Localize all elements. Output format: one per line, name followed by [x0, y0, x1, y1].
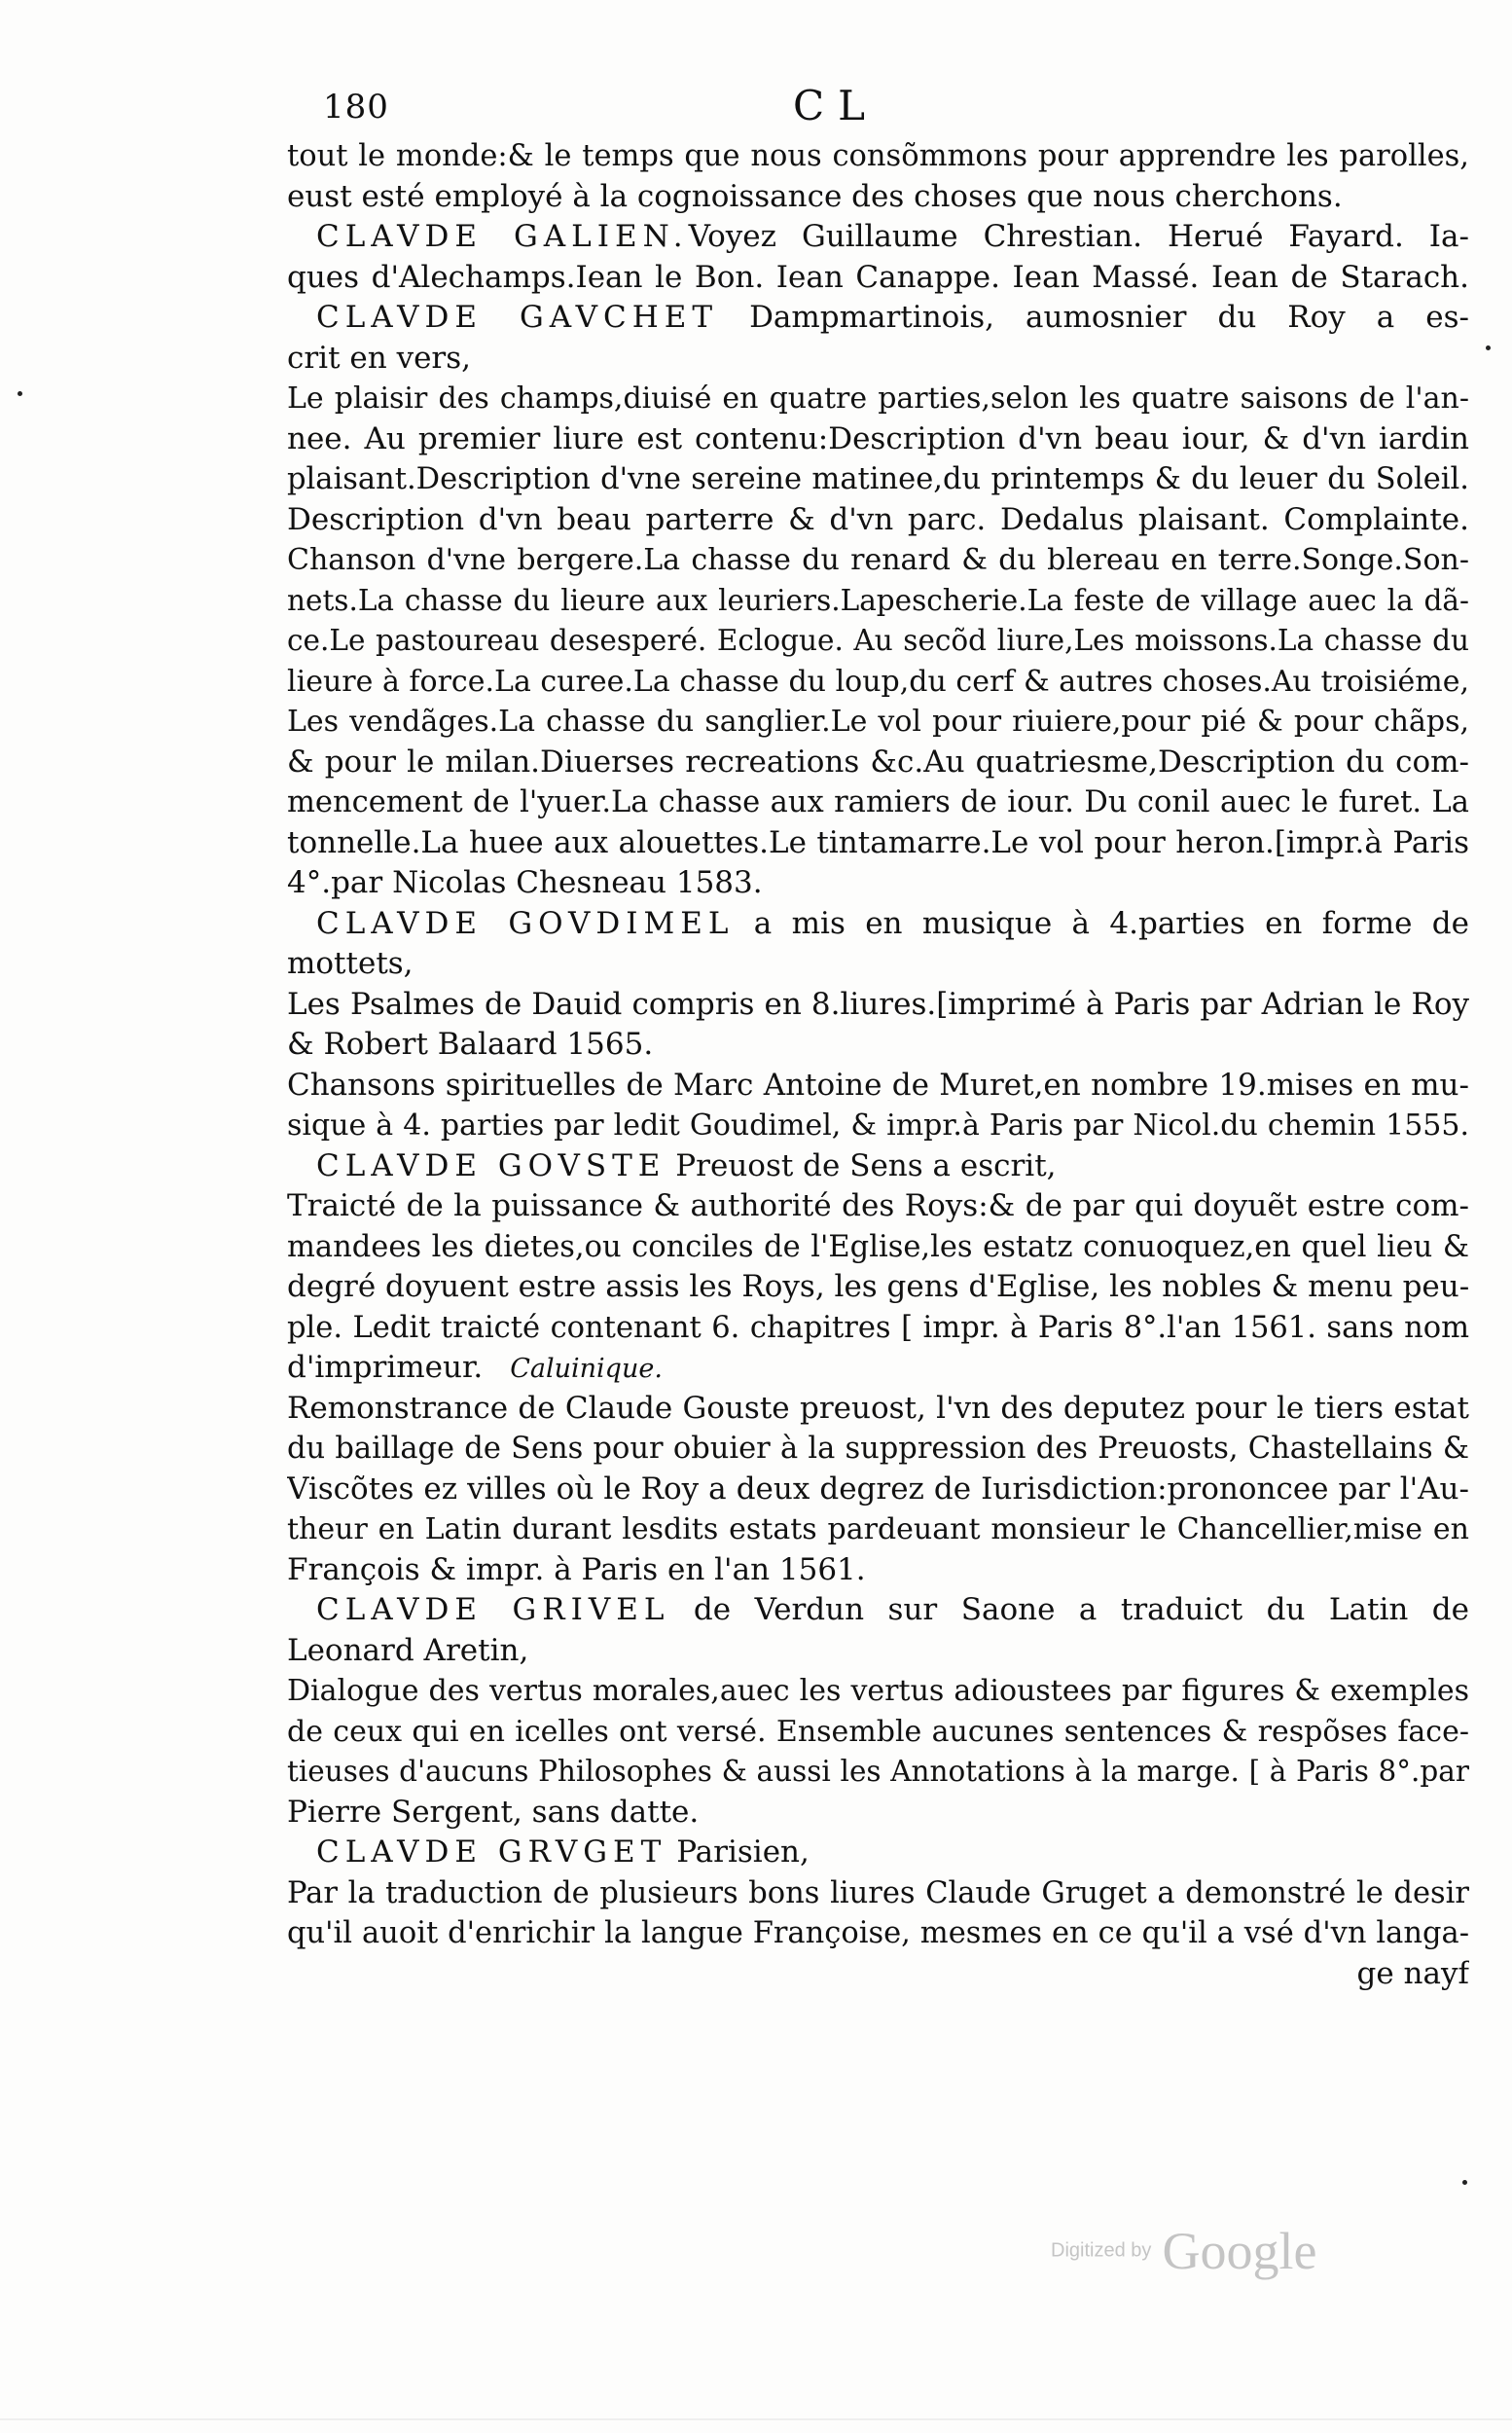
text-line: tout le monde:& le temps que nous consõmmons pour apprendre les parolles, [287, 139, 1469, 173]
text-line: & Robert Balaard 1565. [287, 1027, 654, 1062]
text-line: theur en Latin durant lesdits estats pardeuant monsieur le Chancellier,mise en [287, 1512, 1469, 1546]
body-text [287, 136, 1469, 1994]
text-line: nets.La chasse du lieure aux leuriers.Lapescherie.La feste de village auec la dã- [287, 583, 1469, 617]
author-name: CLAVDE GOVDIMEL [316, 905, 735, 941]
author-name: CLAVDE GALIEN. [316, 219, 689, 254]
text-line: degré doyuent estre assis les Roys, les gens d'Eglise, les nobles & menu peu- [287, 1269, 1469, 1304]
google-logo: Google [1162, 2222, 1317, 2280]
text-line: du baillage de Sens pour obuier à la suppression des Preuosts, Chastellains & [287, 1432, 1469, 1466]
heading-rest: de Verdun sur Saone a traduict du Latin de [669, 1592, 1469, 1627]
text-line: 4°.par Nicolas Chesneau 1583. [287, 865, 763, 900]
digitized-watermark [1051, 2221, 1316, 2289]
text-line: tieuses d'aucuns Philosophes & aussi les Annotations à la marge. [ à Paris 8°.par [287, 1755, 1469, 1788]
text-line: eust esté employé à la cognoissance des choses que nous cherchons. [287, 178, 1343, 214]
entry-heading-line [287, 1146, 1469, 1187]
author-name: CLAVDE GRVGET [316, 1834, 667, 1870]
text-line: Les vendãges.La chasse du sanglier.Le vol pour riuiere,pour pié & pour chãps, [287, 705, 1469, 739]
italic-note: Caluinique. [510, 1354, 663, 1384]
text-line: qu'il auoit d'enrichir la langue Françoise, mesmes en ce qu'il a vsé d'vn langa- [287, 1916, 1469, 1950]
heading-rest: Preuost de Sens a escrit, [666, 1147, 1057, 1183]
heading-rest: Parisien, [666, 1834, 810, 1870]
text-line: Dialogue des vertus morales,auec les vertus adioustees par figures & exemples [287, 1674, 1469, 1708]
text-line: Leonard Aretin, [287, 1632, 529, 1668]
text-line: Description d'vn beau parterre & d'vn parc. Dedalus plaisant. Complainte. [287, 501, 1469, 537]
text-line: Pierre Sergent, sans datte. [287, 1794, 700, 1830]
text-line: Viscõtes ez villes où le Roy a deux degrez de Iurisdiction:prononcee par l'Au- [287, 1471, 1469, 1507]
line-text: d'imprimeur. [287, 1350, 484, 1385]
author-name: CLAVDE GRIVEL [316, 1592, 670, 1627]
text-line: crit en vers, [287, 340, 472, 376]
heading-rest: a mis en musique à 4.parties en forme de [734, 905, 1469, 941]
entry-heading-line [287, 217, 1469, 258]
text-line: mottets, [287, 946, 414, 981]
text-line: tonnelle.La huee aux alouettes.Le tintamarre.Le vol pour heron.[impr.à Paris [287, 824, 1469, 860]
watermark-prefix: Digitized by [1051, 2239, 1152, 2262]
text-line: Les Psalmes de Dauid compris en 8.liures.[imprimé à Paris par Adrian le Roy [287, 986, 1469, 1022]
author-name: CLAVDE GOVSTE [316, 1147, 666, 1183]
page-number: 180 [323, 88, 389, 127]
text-line: Le plaisir des champs,diuisé en quatre parties,selon les quatre saisons de l'an- [287, 381, 1469, 416]
scan-edge [0, 2418, 1512, 2420]
text-line: ques d'Alechamps.Iean le Bon. Iean Canappe. Iean Massé. Iean de Starach. [287, 259, 1469, 295]
text-line: ple. Ledit traicté contenant 6. chapitres [ impr. à Paris 8°.l'an 1561. sans nom [287, 1310, 1469, 1345]
text-line: nee. Au premier liure est contenu:Description d'vn beau iour, & d'vn iardin [287, 420, 1469, 456]
text-line: Traicté de la puissance & authorité des Roys:& de par qui doyuẽt estre com- [287, 1188, 1469, 1223]
scan-speck [18, 391, 22, 396]
text-line: Remonstrance de Claude Gouste preuost, l'vn des deputez pour le tiers estat [287, 1390, 1469, 1426]
text-line: Chanson d'vne bergere.La chasse du renard & du blereau en terre.Songe.Son- [287, 543, 1469, 577]
heading-rest: Dampmartinois, aumosnier du Roy a es- [718, 300, 1469, 335]
scan-speck [1486, 345, 1491, 350]
text-line: mandees les dietes,ou conciles de l'Eglise,les estatz conuoquez,en quel lieu & [287, 1229, 1469, 1264]
text-line: ge nayf [1356, 1955, 1469, 1991]
scan-speck [1462, 2180, 1467, 2185]
text-line: de ceux qui en icelles ont versé. Ensemble aucunes sentences & respõses face- [287, 1714, 1469, 1749]
text-line: lieure à force.La curee.La chasse du loup,du cerf & autres choses.Au troisiéme, [287, 664, 1469, 699]
heading-rest: Voyez Guillaume Chrestian. Herué Fayard. Ia- [688, 219, 1469, 254]
entry-heading-line [287, 1833, 1469, 1873]
text-line: Par la traduction de plusieurs bons liures Claude Gruget a demonstré le desir [287, 1875, 1469, 1910]
entry-heading-line [287, 904, 1469, 945]
text-line [287, 1348, 1469, 1389]
text-line: & pour le milan.Diuerses recreations &c.Au quatriesme,Description du com- [287, 744, 1469, 780]
text-line: sique à 4. parties par ledit Goudimel, & impr.à Paris par Nicol.du chemin 1555. [287, 1108, 1469, 1143]
text-line: François & impr. à Paris en l'an 1561. [287, 1551, 866, 1587]
text-line: ce.Le pastoureau desesperé. Eclogue. Au secõd liure,Les moissons.La chasse du [287, 624, 1469, 657]
text-line: plaisant.Description d'vne sereine matinee,du printemps & du leuer du Soleil. [287, 462, 1469, 496]
entry-heading-line [287, 1590, 1469, 1631]
text-line: Chansons spirituelles de Marc Antoine de Muret,en nombre 19.mises en mu- [287, 1067, 1469, 1103]
entry-heading-line [287, 298, 1469, 339]
text-line: mencement de l'yuer.La chasse aux ramiers de iour. Du conil auec le furet. La [287, 785, 1469, 819]
author-name: CLAVDE GAVCHET [316, 300, 719, 335]
running-head: CL [793, 82, 880, 129]
